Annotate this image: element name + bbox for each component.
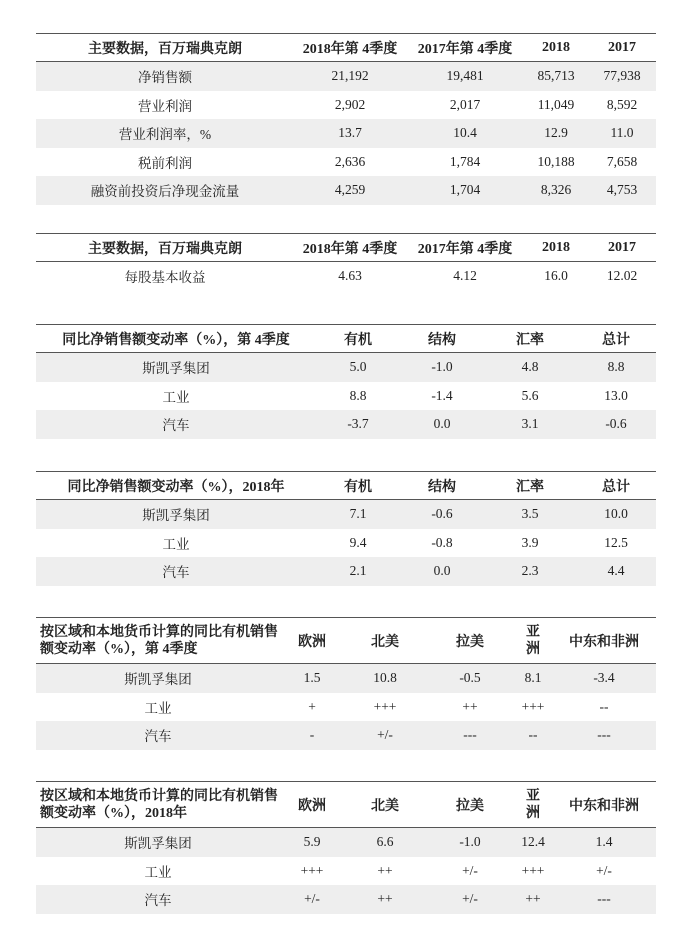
cell: 12.9 <box>544 125 568 141</box>
header-cell: 结构 <box>428 479 456 495</box>
row-label: 汽车 <box>162 565 190 581</box>
table-row <box>36 62 656 91</box>
cell: 4.63 <box>338 268 362 284</box>
cell: 1.5 <box>303 670 321 686</box>
cell: 21,192 <box>331 68 369 84</box>
cell: 4.8 <box>521 359 539 375</box>
row-label: 工业 <box>162 536 190 552</box>
table-row <box>36 410 656 439</box>
table-row <box>36 148 656 177</box>
cell: 2,902 <box>334 96 366 112</box>
row-label: 营业利润率，% <box>118 127 212 143</box>
cell: 8.8 <box>349 387 367 403</box>
header-cell: 欧洲 <box>298 798 326 814</box>
cell: 4.4 <box>607 563 625 579</box>
cell: 2,017 <box>449 96 481 112</box>
cell: 5.9 <box>303 834 321 850</box>
header-cell: 2017年第 4季度 <box>417 41 513 57</box>
cell: 8,592 <box>606 96 638 112</box>
table-row <box>36 529 656 558</box>
cell: 0.0 <box>433 416 451 432</box>
table-header <box>36 782 656 828</box>
cell: 13.7 <box>338 125 362 141</box>
table-row <box>36 885 656 914</box>
cell: 3.5 <box>521 506 539 522</box>
row-label: 融资前投资后净现金流量 <box>90 184 240 200</box>
table-header <box>36 234 656 262</box>
eps-table <box>36 233 656 291</box>
cell: -- <box>599 698 609 714</box>
cell: 3.9 <box>521 534 539 550</box>
cell: 10.8 <box>373 670 397 686</box>
table-row <box>36 500 656 529</box>
header-cell: 拉美 <box>456 634 484 650</box>
cell: 10.4 <box>453 125 477 141</box>
header-cell: 同比净销售额变动率（%），2018年 <box>67 479 285 495</box>
row-label: 净销售额 <box>138 70 192 86</box>
cell: 10.0 <box>604 506 628 522</box>
cell: +++ <box>521 862 545 878</box>
cell: +++ <box>373 698 397 714</box>
cell: +/- <box>304 891 320 907</box>
cell: +++ <box>300 862 324 878</box>
header-cell: 2017 <box>608 239 636 255</box>
q4-sales-change-table <box>36 324 656 439</box>
table-header <box>36 618 656 664</box>
cell: 1,784 <box>449 153 481 169</box>
cell: ++ <box>377 891 393 907</box>
cell: ++ <box>525 891 541 907</box>
cell: -0.6 <box>431 506 453 522</box>
cell: -1.0 <box>459 834 481 850</box>
row-label: 税前利润 <box>138 155 192 171</box>
header-cell: 总计 <box>602 479 630 495</box>
cell: -0.8 <box>431 534 453 550</box>
table-row <box>36 353 656 382</box>
header-cell: 结构 <box>428 332 456 348</box>
annual-regional-change-table <box>36 781 656 914</box>
cell: --- <box>597 891 611 907</box>
cell: 12.4 <box>521 834 545 850</box>
cell: 2.3 <box>521 563 539 579</box>
header-cell: 欧洲 <box>298 634 326 650</box>
header-cell: 汇率 <box>516 479 544 495</box>
cell: 6.6 <box>376 834 394 850</box>
row-label: 汽车 <box>162 418 190 434</box>
cell: +++ <box>521 698 545 714</box>
cell: 2.1 <box>349 563 367 579</box>
header-cell: 主要数据，百万瑞典克朗 <box>88 41 242 57</box>
cell: 4,753 <box>606 182 638 198</box>
annual-sales-change-table <box>36 471 656 586</box>
cell: 5.0 <box>349 359 367 375</box>
header-cell: 2018 <box>542 39 570 55</box>
cell: 12.5 <box>604 534 628 550</box>
table-row <box>36 721 656 750</box>
table-row <box>36 828 656 857</box>
cell: 8.8 <box>607 359 625 375</box>
table-header <box>36 325 656 353</box>
row-label: 斯凯孚集团 <box>142 508 210 524</box>
header-cell: 2017 <box>608 39 636 55</box>
row-label: 斯凯孚集团 <box>124 836 192 852</box>
header-cell: 北美 <box>371 798 399 814</box>
cell: -- <box>528 727 538 743</box>
cell: 4,259 <box>334 182 366 198</box>
row-label: 营业利润 <box>138 98 192 114</box>
table-row <box>36 176 656 205</box>
header-cell: 亚洲 <box>526 624 540 657</box>
header-cell: 总计 <box>602 332 630 348</box>
header-cell: 同比净销售额变动率（%），第 4季度 <box>62 332 290 348</box>
cell: 12.02 <box>606 268 638 284</box>
header-cell: 2018年第 4季度 <box>302 241 398 257</box>
cell: 1.4 <box>595 834 613 850</box>
cell: 19,481 <box>446 68 484 84</box>
cell: 7,658 <box>606 153 638 169</box>
cell: --- <box>463 727 477 743</box>
cell: 7.1 <box>349 506 367 522</box>
header-cell: 汇率 <box>516 332 544 348</box>
table-row <box>36 693 656 722</box>
cell: 8.1 <box>524 670 542 686</box>
header-cell: 中东和非洲 <box>569 798 639 814</box>
header-cell: 北美 <box>371 634 399 650</box>
cell: +/- <box>596 862 612 878</box>
row-label: 工业 <box>144 700 172 716</box>
cell: ++ <box>462 698 478 714</box>
cell: ++ <box>377 862 393 878</box>
cell: 3.1 <box>521 416 539 432</box>
header-cell: 有机 <box>344 479 372 495</box>
table-row <box>36 857 656 886</box>
header-cell: 亚洲 <box>526 788 540 821</box>
cell: 77,938 <box>603 68 641 84</box>
cell: -0.5 <box>459 670 481 686</box>
cell: 85,713 <box>537 68 575 84</box>
header-cell: 中东和非洲 <box>569 634 639 650</box>
header-cell: 2018年第 4季度 <box>302 41 398 57</box>
cell: 0.0 <box>433 563 451 579</box>
table-row <box>36 664 656 693</box>
table-row <box>36 382 656 411</box>
cell: +/- <box>462 862 478 878</box>
row-label: 汽车 <box>144 893 172 909</box>
header-cell: 2018 <box>542 239 570 255</box>
cell: - <box>309 727 315 743</box>
cell: +/- <box>462 891 478 907</box>
table-row <box>36 557 656 586</box>
row-label: 工业 <box>144 864 172 880</box>
cell: + <box>308 698 316 714</box>
row-label: 斯凯孚集团 <box>124 672 192 688</box>
header-cell: 2017年第 4季度 <box>417 241 513 257</box>
cell: -0.6 <box>605 416 627 432</box>
cell: 11.0 <box>610 125 634 141</box>
row-label: 斯凯孚集团 <box>142 361 210 377</box>
row-label: 工业 <box>162 389 190 405</box>
cell: -3.7 <box>347 416 369 432</box>
cell: 13.0 <box>604 387 628 403</box>
cell: 8,326 <box>540 182 572 198</box>
cell: 1,704 <box>449 182 481 198</box>
cell: -1.4 <box>431 387 453 403</box>
table-header <box>36 472 656 500</box>
cell: 4.12 <box>453 268 477 284</box>
cell: -1.0 <box>431 359 453 375</box>
table-row <box>36 262 656 291</box>
cell: +/- <box>377 727 393 743</box>
cell: 11,049 <box>537 96 575 112</box>
q4-regional-change-table <box>36 617 656 750</box>
header-cell: 主要数据，百万瑞典克朗 <box>88 241 242 257</box>
header-cell: 按区域和本地货币计算的同比有机销售额变动率（%），2018年 <box>40 788 278 821</box>
table-row <box>36 119 656 148</box>
table-row <box>36 91 656 120</box>
cell: 9.4 <box>349 534 367 550</box>
header-cell: 有机 <box>344 332 372 348</box>
header-cell: 拉美 <box>456 798 484 814</box>
cell: -3.4 <box>593 670 615 686</box>
cell: 16.0 <box>544 268 568 284</box>
row-label: 汽车 <box>144 729 172 745</box>
cell: 5.6 <box>521 387 539 403</box>
header-cell: 按区域和本地货币计算的同比有机销售额变动率（%），第 4季度 <box>40 624 278 657</box>
table-header <box>36 34 656 62</box>
key-figures-table <box>36 33 656 205</box>
row-label: 每股基本收益 <box>124 270 206 286</box>
cell: 10,188 <box>537 153 575 169</box>
cell: --- <box>597 727 611 743</box>
cell: 2,636 <box>334 153 366 169</box>
